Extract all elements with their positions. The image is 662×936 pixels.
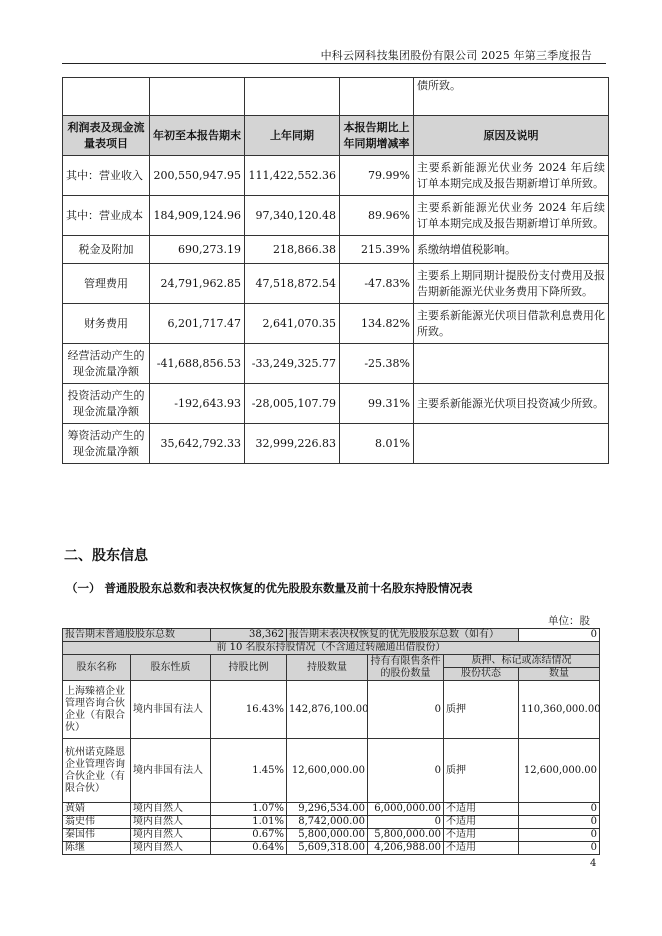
table-row [63, 803, 600, 816]
shareholder-qty: 9,296,534.00 [287, 803, 368, 816]
summary-row [63, 629, 600, 642]
row-prior: 32,999,226.83 [245, 424, 340, 464]
shareholder-restricted: 5,800,000.00 [368, 829, 444, 842]
row-change: 99.31% [340, 384, 414, 424]
row-change: 215.39% [340, 236, 414, 264]
top10-title-row [63, 642, 600, 655]
row-reason: 主要系新能源光伏业务 2024 年后续订单本期完成及报告期新增订单所致。 [414, 156, 609, 196]
shareholder-count: 110,360,000.00 [519, 681, 600, 739]
col-header-status: 股份状态 [444, 668, 519, 681]
carried-reason: 债所致。 [414, 78, 609, 116]
table-row [63, 816, 600, 829]
shareholder-restricted: 0 [368, 739, 444, 803]
pref-shareholders-value: 0 [519, 629, 600, 642]
col-header-pledge: 质押、标记或冻结情况 [444, 655, 600, 668]
col-header-ratio: 持股比例 [211, 655, 287, 681]
shareholder-name: 杭州诺克隆恩企业管理咨询合伙企业（有限合伙） [63, 739, 131, 803]
shareholder-qty: 8,742,000.00 [287, 816, 368, 829]
table-row [63, 78, 609, 116]
shareholder-status: 不适用 [444, 829, 519, 842]
col-header-reason: 原因及说明 [414, 116, 609, 156]
shareholder-nature: 境内自然人 [131, 842, 211, 855]
row-prior: 97,340,120.48 [245, 196, 340, 236]
table-row [63, 344, 609, 384]
row-current: 200,550,947.95 [150, 156, 245, 196]
shareholder-ratio: 0.64% [211, 842, 287, 855]
shareholder-nature: 境内自然人 [131, 803, 211, 816]
table-row [63, 842, 600, 855]
shareholder-count: 0 [519, 829, 600, 842]
row-reason [414, 424, 609, 464]
section-title: 二、股东信息 [64, 548, 148, 564]
unit-label: 单位：股 [548, 615, 590, 627]
row-change: 79.99% [340, 156, 414, 196]
shareholder-count: 0 [519, 816, 600, 829]
report-header: 中科云网科技集团股份有限公司 2025 年第三季度报告 [320, 49, 592, 62]
row-current: 184,909,124.96 [150, 196, 245, 236]
shareholder-restricted: 0 [368, 816, 444, 829]
shareholder-ratio: 0.67% [211, 829, 287, 842]
pref-shareholders-label: 报告期末表决权恢复的优先股股东总数（如有） [287, 629, 519, 642]
shareholder-qty: 142,876,100.00 [287, 681, 368, 739]
col-header-current: 年初至本报告期末 [150, 116, 245, 156]
shareholder-ratio: 1.01% [211, 816, 287, 829]
shareholder-count: 0 [519, 803, 600, 816]
shareholder-qty: 12,600,000.00 [287, 739, 368, 803]
shareholder-status: 不适用 [444, 816, 519, 829]
row-current: 35,642,792.33 [150, 424, 245, 464]
row-change: 134.82% [340, 304, 414, 344]
row-change: -25.38% [340, 344, 414, 384]
row-prior: -33,249,325.77 [245, 344, 340, 384]
shareholder-name: 秦国伟 [63, 829, 131, 842]
table-header-row [63, 116, 609, 156]
shareholder-status: 不适用 [444, 803, 519, 816]
row-reason: 主要系上期同期计提股份支付费用及报告期新能源光伏业务费用下降所致。 [414, 264, 609, 304]
row-prior: 111,422,552.36 [245, 156, 340, 196]
row-item: 财务费用 [63, 304, 150, 344]
shareholder-nature: 境内非国有法人 [131, 681, 211, 739]
row-item: 筹资活动产生的现金流量净额 [63, 424, 150, 464]
row-prior: 47,518,872.54 [245, 264, 340, 304]
col-header-change: 本报告期比上年同期增减率 [340, 116, 414, 156]
row-current: 6,201,717.47 [150, 304, 245, 344]
col-header-prior: 上年同期 [245, 116, 340, 156]
shareholder-restricted: 0 [368, 681, 444, 739]
row-reason [414, 344, 609, 384]
shareholder-name: 翁史伟 [63, 816, 131, 829]
shareholder-status: 质押 [444, 739, 519, 803]
shareholder-nature: 境内自然人 [131, 816, 211, 829]
row-change: 89.96% [340, 196, 414, 236]
table-row [63, 304, 609, 344]
table-header-row [63, 655, 600, 668]
row-item: 其中：营业收入 [63, 156, 150, 196]
income-cashflow-table [62, 77, 609, 464]
table-row [63, 264, 609, 304]
row-current: 24,791,962.85 [150, 264, 245, 304]
row-item: 其中：营业成本 [63, 196, 150, 236]
shareholders-table [62, 628, 600, 855]
col-header-restricted: 持有有限售条件的股份数量 [368, 655, 444, 681]
shareholder-name: 上海臻禧企业管理咨询合伙企业（有限合伙） [63, 681, 131, 739]
row-item: 投资活动产生的现金流量净额 [63, 384, 150, 424]
shareholder-qty: 5,800,000.00 [287, 829, 368, 842]
row-reason: 系缴纳增值税影响。 [414, 236, 609, 264]
shareholder-name: 陈继 [63, 842, 131, 855]
row-item: 税金及附加 [63, 236, 150, 264]
row-item: 管理费用 [63, 264, 150, 304]
table-row [63, 681, 600, 739]
total-shareholders-label: 报告期末普通股股东总数 [63, 629, 211, 642]
shareholder-ratio: 1.07% [211, 803, 287, 816]
shareholder-status: 质押 [444, 681, 519, 739]
shareholder-ratio: 1.45% [211, 739, 287, 803]
section-subtitle: （一） 普通股股东总数和表决权恢复的优先股股东数量及前十名股东持股情况表 [66, 581, 473, 595]
row-change: 8.01% [340, 424, 414, 464]
shareholder-restricted: 6,000,000.00 [368, 803, 444, 816]
row-prior: -28,005,107.79 [245, 384, 340, 424]
col-header-nature: 股东性质 [131, 655, 211, 681]
row-prior: 2,641,070.35 [245, 304, 340, 344]
row-change: -47.83% [340, 264, 414, 304]
page-number: 4 [590, 858, 597, 869]
table-row [63, 384, 609, 424]
shareholder-name: 黄婧 [63, 803, 131, 816]
top10-title: 前 10 名股东持股情况（不含通过转融通出借股份） [63, 642, 600, 655]
row-item: 经营活动产生的现金流量净额 [63, 344, 150, 384]
shareholder-count: 0 [519, 842, 600, 855]
row-current: -192,643.93 [150, 384, 245, 424]
shareholder-nature: 境内非国有法人 [131, 739, 211, 803]
row-current: -41,688,856.53 [150, 344, 245, 384]
row-reason: 主要系新能源光伏项目借款利息费用化所致。 [414, 304, 609, 344]
table-row [63, 739, 600, 803]
row-current: 690,273.19 [150, 236, 245, 264]
row-reason: 主要系新能源光伏业务 2024 年后续订单本期完成及报告期新增订单所致。 [414, 196, 609, 236]
shareholder-status: 不适用 [444, 842, 519, 855]
total-shareholders-value: 38,362 [211, 629, 287, 642]
col-header-count: 数量 [519, 668, 600, 681]
table-row [63, 829, 600, 842]
shareholder-ratio: 16.43% [211, 681, 287, 739]
table-row [63, 424, 609, 464]
row-reason: 主要系新能源光伏项目投资减少所致。 [414, 384, 609, 424]
shareholder-qty: 5,609,318.00 [287, 842, 368, 855]
shareholder-nature: 境内自然人 [131, 829, 211, 842]
table-row [63, 236, 609, 264]
col-header-name: 股东名称 [63, 655, 131, 681]
row-prior: 218,866.38 [245, 236, 340, 264]
shareholder-restricted: 4,206,988.00 [368, 842, 444, 855]
col-header-qty: 持股数量 [287, 655, 368, 681]
table-row [63, 156, 609, 196]
col-header-item: 利润表及现金流量表项目 [63, 116, 150, 156]
table-row [63, 196, 609, 236]
header-rule [62, 63, 606, 64]
shareholder-count: 12,600,000.00 [519, 739, 600, 803]
